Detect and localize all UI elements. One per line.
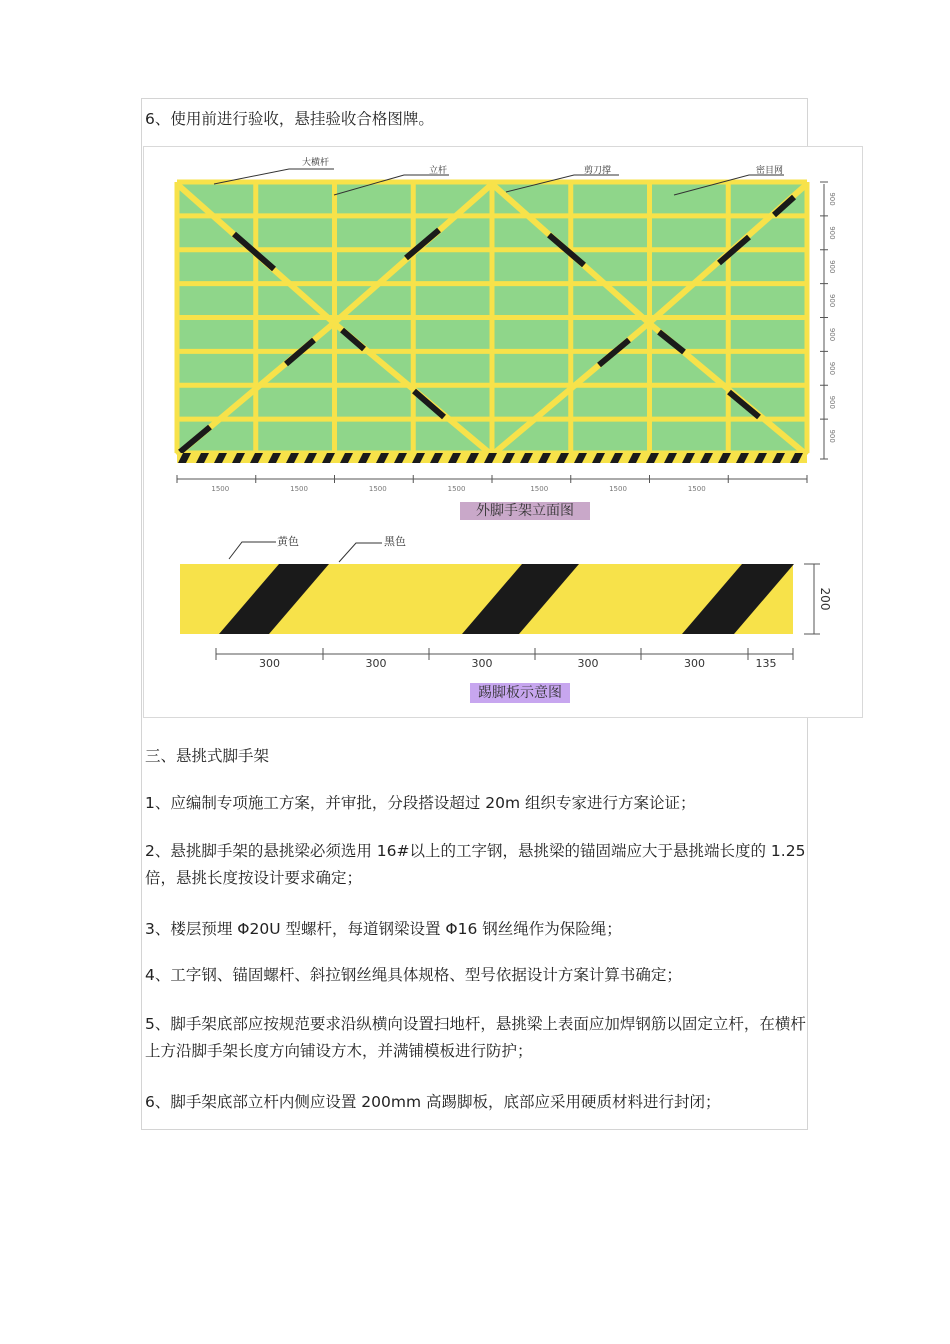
dim-label: 900 — [828, 327, 836, 342]
label-black: 黑色 — [384, 535, 406, 548]
dim-label: 135 — [755, 657, 777, 670]
label-ledger: 大横杆 — [302, 158, 330, 168]
label-net: 密目网 — [756, 166, 784, 176]
list-item: 4、工字钢、锚固螺杆、斜拉钢丝绳具体规格、型号依据设计方案计算书确定； — [145, 966, 682, 984]
dim-label: 1500 — [687, 485, 706, 493]
elevation-drawing — [175, 156, 837, 493]
scaffold-figure — [143, 146, 863, 718]
standard-tube — [568, 182, 573, 453]
toe-board-drawing — [180, 534, 832, 670]
height-dim: 200 — [818, 587, 832, 611]
dim-label: 1500 — [447, 485, 466, 493]
dim-label: 900 — [828, 192, 836, 206]
standard-tube — [253, 182, 258, 453]
list-item: 3、楼层预埋 Φ20U 型螺杆，每道钢梁设置 Φ16 钢丝绳作为保险绳； — [145, 920, 622, 938]
dim-label: 900 — [828, 226, 836, 240]
dim-label: 900 — [828, 260, 836, 274]
list-item: 1、应编制专项施工方案，并审批，分段搭设超过 20m 组织专家进行方案论证； — [145, 794, 696, 812]
figure1-caption: 外脚手架立面图 — [460, 502, 590, 520]
dim-label: 900 — [828, 361, 836, 376]
figure2-caption: 踢脚板示意图 — [470, 683, 570, 703]
list-item: 2、悬挑脚手架的悬挑梁必须选用 16#以上的工字钢，悬挑梁的锚固端应大于悬挑端长度的 1.25 倍，悬挑长度按设计要求确定； — [145, 842, 806, 887]
dim-label: 900 — [828, 429, 836, 443]
scaffold-diagram — [144, 147, 864, 719]
dim-label: 1500 — [368, 485, 387, 493]
dim-label: 1500 — [530, 485, 549, 493]
dim-label: 900 — [828, 293, 836, 308]
dim-label: 300 — [471, 657, 493, 670]
list-item: 5、脚手架底部应按规范要求沿纵横向设置扫地杆，悬挑梁上表面应加焊钢筋以固定立杆，在横杆上方沿脚手架长度方向铺设方木，并满铺模板进行防护； — [145, 1015, 806, 1060]
standard-tube — [411, 182, 416, 453]
dim-label: 300 — [684, 657, 705, 670]
dim-label: 300 — [365, 657, 387, 670]
label-yellow: 黄色 — [277, 535, 299, 548]
dim-label: 1500 — [609, 485, 627, 493]
standard-tube — [805, 182, 810, 453]
standard-tube — [726, 182, 731, 453]
standard-tube — [490, 182, 495, 453]
label-bracing: 剪刀撑 — [584, 166, 612, 176]
standard-tube — [175, 182, 180, 453]
dim-label: 300 — [259, 657, 280, 670]
list-item: 6、脚手架底部立杆内侧应设置 200mm 高踢脚板，底部应采用硬质材料进行封闭； — [145, 1093, 721, 1111]
dim-label: 900 — [828, 395, 836, 409]
intro-paragraph: 6、使用前进行验收，悬挂验收合格图牌。 — [145, 110, 434, 128]
section-title: 三、悬挑式脚手架 — [145, 747, 270, 765]
label-standard: 立杆 — [429, 166, 448, 176]
dim-label: 300 — [577, 657, 599, 670]
dim-label: 1500 — [290, 485, 308, 493]
dim-label: 1500 — [211, 485, 230, 493]
